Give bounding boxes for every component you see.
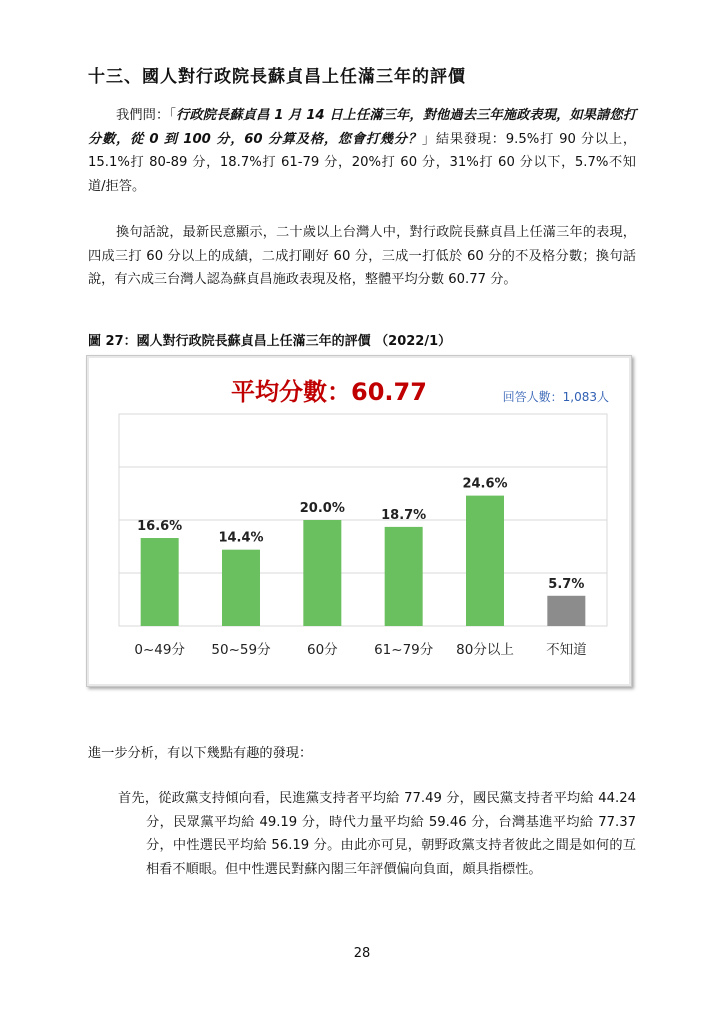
paragraph-party-analysis: 首先，從政黨支持傾向看，民進黨支持者平均給 77.49 分，國民黨支持者平均給 44.24 分，民眾黨平均給 49.19 分，時代力量平均給 59.46 分，台灣基進平均給 77.37 分，中性選民平均給 56.19 分。由此亦可見，朝野政黨支持者彼此之間是如何的互相看不順眼。但中性選民對蘇內閣三年評價偏向負面，頗具指標性。 (118, 791, 636, 877)
page-number: 28 (353, 946, 371, 961)
category-label: 0~49分 (134, 642, 185, 658)
question-intro: 我們問：「 (116, 108, 177, 123)
bar-value-label: 20.0% (299, 501, 345, 516)
respondent-count: 回答人數：1,083人 (502, 390, 609, 404)
bar-value-label: 18.7% (381, 507, 427, 523)
bar (547, 596, 585, 626)
bar (222, 550, 260, 626)
category-label: 不知道 (546, 642, 587, 658)
bar-value-label: 14.4% (218, 530, 264, 546)
category-label: 61~79分 (374, 642, 434, 658)
figure-caption: 圖 27：國人對行政院長蘇貞昌上任滿三年的評價 （2022/1） (88, 334, 452, 349)
bar (141, 538, 179, 626)
question-text: 行政院長蘇貞昌 1 月 14 日上任滿三年，對他過去三年施政表現，如果請您打分數，從 0 到 100 分，60 分算及格，您會打幾分？ (88, 108, 637, 147)
paragraph-further-analysis: 進一步分析，有以下幾點有趣的發現： (88, 746, 313, 761)
paragraph-summary: 換句話說，最新民意顯示，二十歲以上台灣人中，對行政院長蘇貞昌上任滿三年的表現，四成三打 60 分以上的成績，二成打剛好 60 分，三成一打低於 60 分的不及格分數；換句話說，有六成三台灣人認為蘇貞昌施政表現及格，整體平均分數 60.77 分。 (88, 225, 636, 287)
bar (385, 527, 423, 626)
chart-title: 平均分數：60.77 (231, 378, 427, 406)
section-title: 十三、國人對行政院長蘇貞昌上任滿三年的評價 (88, 67, 466, 87)
question-results: 」結果發現：9.5%打 90 分以上，15.1%打 80-89 分，18.7%打 61-79 分，20%打 60 分，31%打 60 分以下，5.7%不知道/拒答。 (88, 131, 637, 194)
category-label: 50~59分 (211, 642, 271, 658)
bar (466, 496, 504, 626)
category-label: 80分以上 (456, 642, 514, 658)
bar-value-label: 24.6% (462, 476, 508, 492)
bar-value-label: 5.7% (548, 576, 585, 592)
bar-value-label: 16.6% (137, 519, 183, 535)
chart-frame (86, 355, 632, 687)
category-label: 60分 (306, 642, 338, 658)
bar (303, 520, 341, 626)
paragraph-question (88, 104, 636, 198)
